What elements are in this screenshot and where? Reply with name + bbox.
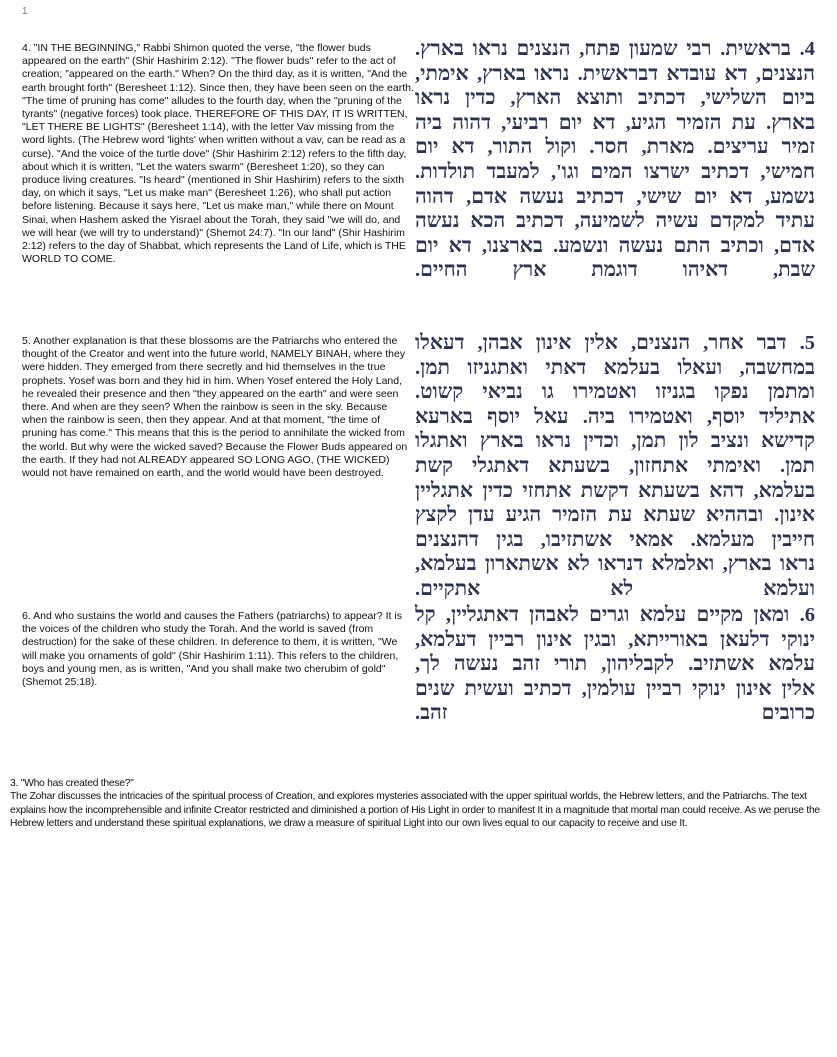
hebrew-line: בארץ. עת הזמיר הגיע, דא יום רביעי, דהוה ביה — [415, 111, 815, 134]
hebrew-paragraph-6 — [415, 603, 815, 726]
hebrew-line: ועלמא לא אתקיים. — [415, 577, 815, 600]
hebrew-line: ומתמן נפקו בגניזו ואטמירו גו נביאי קשוט. — [415, 381, 815, 404]
hebrew-line: במחשבה, ועאלו בעלמא דאתי ואתגניזו תמן. — [415, 356, 815, 379]
hebrew-line: קדישא ונציב לון תמן, וכדין נראו בארץ ואתגלו — [415, 430, 815, 453]
hebrew-paragraph-5 — [415, 331, 815, 602]
english-paragraph-6: 6. And who sustains the world and causes the Fathers (patriarchs) to appear? It is the voices of the children who study the Torah. And the world is saved (from destruction) for the sake of these children. In deference to them, it is written, "We will make you ornaments of gold" (Shir Hashirim 1:11). This refers to the children, boys and young men, as is written, "And you shall make two cherubim of gold" (Shemot 25:18). — [22, 610, 402, 689]
english-paragraph-5: 5. Another explanation is that these blossoms are the Patriarchs who entered the thought of the Creator and went into the future world, NAMELY BINAH, where they were hidden. They emerged from there secretly and hid themselves in the true prophets. Yosef was born and they hid in him. When Yosef entered the Holy Land, he revealed their presence and then "they appeared on the earth" and were seen there. And when are they seen? When the rainbow is seen in the sky. Because when the rainbow is seen, then they appear. And at that moment, "the time of pruning has come." This means that this is the period to annihilate the wicked from the world. But why were the wicked saved? Because the Flower Buds appeared on the earth. If they had not ALREADY appeared SO LONG AGO, (THE WICKED) would not have remained on earth, and the world would have been destroyed. — [22, 335, 408, 480]
hebrew-line: נשמע, דא יום שישי, דכתיב נעשה אדם, דהוה — [415, 185, 815, 208]
summary — [10, 777, 825, 831]
hebrew-line: ביום השלישי, דכתיב ותוצא הארץ, כדין נראו — [415, 87, 815, 110]
hebrew-line: 6. ומאן מקיים עלמא וגרים לאבהן דאתגליין, קל — [415, 604, 815, 626]
hebrew-line: תמן. ואימתי אתחזון, בשעתא דאתגלי קשת — [415, 454, 815, 477]
hebrew-line: אינון. ובההיא שעתא עת הזמיר הגיע עדן לקצץ — [415, 504, 815, 527]
english-paragraph-4: 4. "IN THE BEGINNING," Rabbi Shimon quoted the verse, "the flower buds appeared on the earth" (Shir Hashirim 2:12). "The flower buds" refer to the act of creation; "appeared on the earth." When? On the third day, as it is written, "And the earth brought forth" (Beresheet 1:12). Since then, they have been seen on the earth. "The time of pruning has come" alludes to the fourth day, when the "pruning of the tyrants" (negative forces) took place. THEREFORE OF THIS DAY, IT IS WRITTEN, "LET THERE BE LIGHTS" (Beresheet 1:14), with the letter Vav missing from the word lights. (The Hebrew word 'lights' when written without a vav, can be read as a curse). "And the voice of the turtle dove" (Shir Hashirim 2:12) refers to the fifth day, about which it is written, "Let the waters swarm" (Beresheet 1:20), so they can produce living creatures. "Is heard" (mentioned in Shir Hashirim) refers to the sixth day, on which it says, "Let us make man" (Beresheet 1:26), who shall put action before listening. Because it says here, "Let us make man," while there on Mount Sinai, when Hashem asked the Yisrael about the Torah, they said "we will do, and we will hear (we will try to understand)" (Shemot 24:7). "In our land" (Shir Hashirim 2:12) refers to the day of Shabbat, which represents the Land of Life, which is THE WORLD TO COME. — [22, 42, 414, 266]
hebrew-paragraph-4 — [415, 37, 815, 283]
hebrew-line: 5. דבר אחר, הנצנים, אלין אינון אבהן, דעאלו — [415, 332, 815, 354]
hebrew-line: הנצנים, דא עובדא דבראשית. נראו בארץ, אימתי, — [415, 62, 815, 85]
hebrew-line: אתיליד יוסף, ואטמירו ביה. עאל יוסף בארעא — [415, 405, 815, 428]
summary-body: The Zohar discusses the intricacies of the spiritual process of Creation, and explores mysteries associated with the upper spiritual worlds, the Hebrew letters, and the Patriarchs. The text explains how the incomprehensible and infinite Creator restricted and diminished a portion of His Light in order to manifest It in a magnitude that mortal man could receive. As we peruse the Hebrew letters and understand these spiritual explanations, we draw a measure of spiritual Light into our own lives equal to our capacity to receive and use It. — [10, 791, 820, 830]
hebrew-line: עתיד למקדם עשיה לשמיעה, דכתיב הכא נעשה — [415, 210, 815, 233]
hebrew-line: זמיר עריצים. מארת, חסר. וקול התור, דא יום — [415, 136, 815, 159]
hebrew-line: אדם, וכתיב התם נעשה ונשמע. בארצנו, דא יום — [415, 234, 815, 257]
hebrew-line: אלין אינון ינוקי רביין עולמין, דכתיב ועשית שנים — [415, 677, 815, 700]
page-number: 1 — [22, 6, 28, 17]
hebrew-line: כרובים זהב. — [415, 702, 815, 725]
hebrew-line: עלמא אשתזיב. לקבליהון, תורי זהב נעשה לך, — [415, 653, 815, 676]
hebrew-line: ינוקי דלעאן באורייתא, ובגין אינון רביין דעלמא, — [415, 628, 815, 651]
summary-title: 3. "Who has created these?" — [10, 778, 134, 789]
hebrew-line: בעלמא, דהא בשעתא דקשת אתחזי כדין אתגליין — [415, 479, 815, 502]
hebrew-line: נראו בארץ, ואלמלא דנראו לא אשתארון בעלמא, — [415, 553, 815, 576]
hebrew-line: שבת, דאיהו דוגמת ארץ החיים. — [415, 259, 815, 282]
hebrew-line: 4. בראשית. רבי שמעון פתח, הנצנים נראו בארץ. — [415, 38, 815, 60]
hebrew-line: חמישי, דכתיב ישרצו המים וגו', למעבד תולדות. — [415, 160, 815, 183]
hebrew-line: חייבין מעלמא. אמאי אשתזיבו, בגין דהנצנים — [415, 528, 815, 551]
